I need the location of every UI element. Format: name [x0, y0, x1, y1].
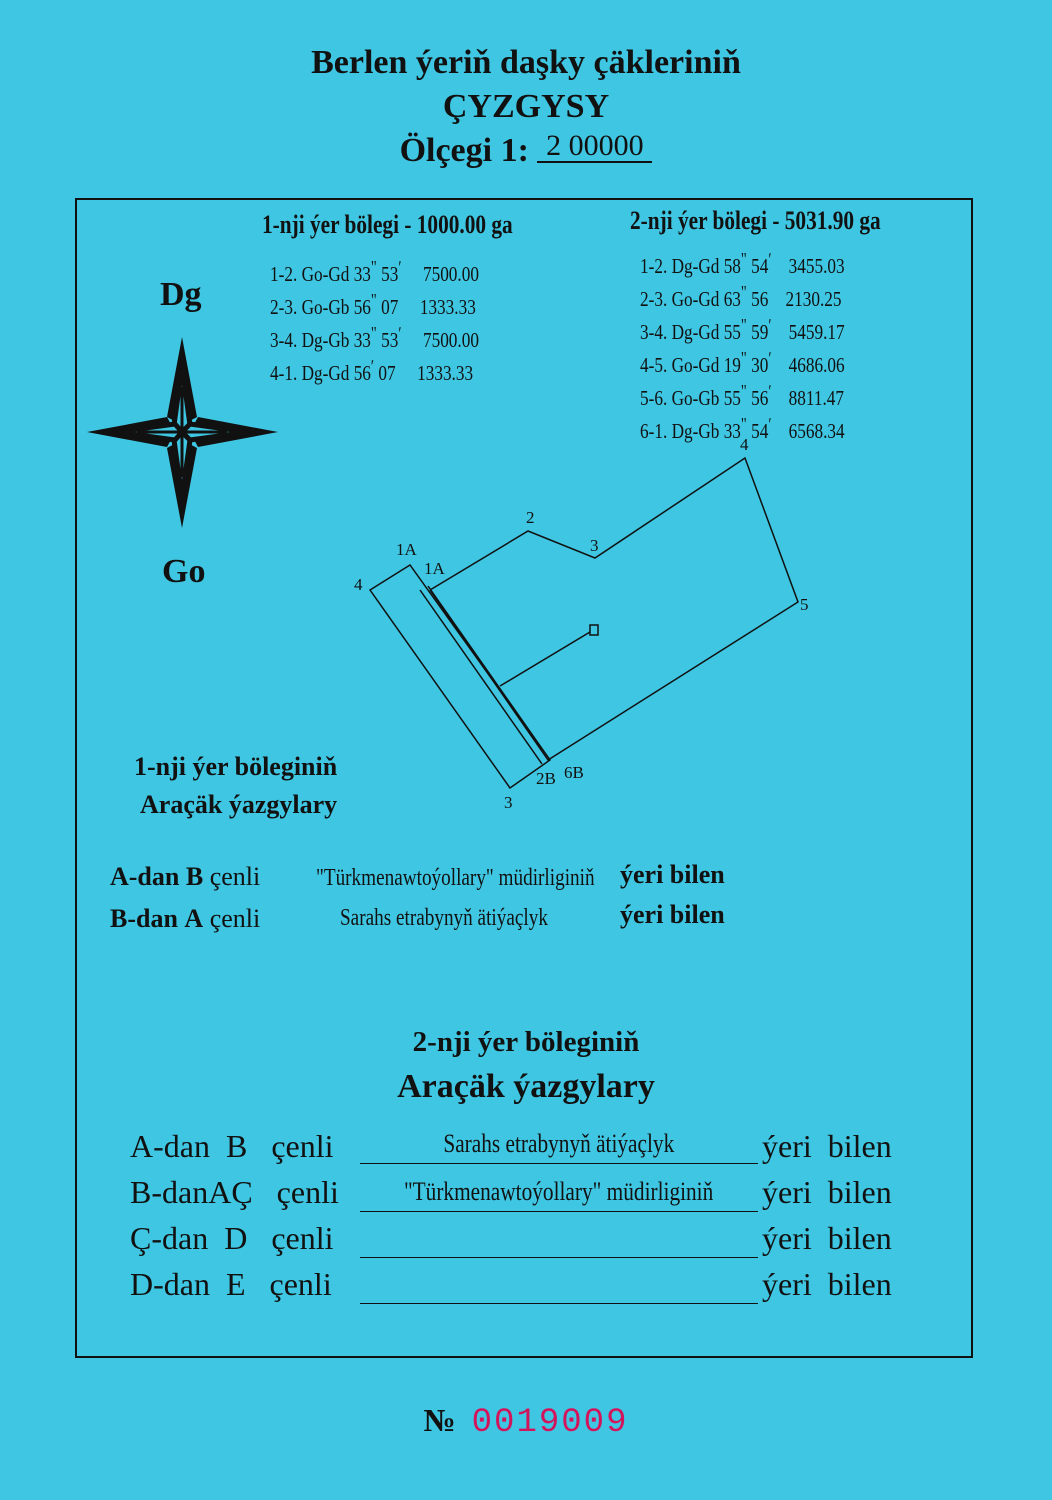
- serial-prefix: №: [423, 1402, 456, 1438]
- section1-title-1: 1-nji ýer böleginiň: [134, 752, 338, 781]
- section2-suffix-2: ýeri bilen: [762, 1220, 892, 1256]
- plot2-row-5: 6-1. Dg-Gb 33" $54^ʹ$ 6568.34: [640, 414, 845, 443]
- road-line-a: [420, 590, 542, 764]
- scale-value: 2 00000: [537, 131, 652, 163]
- section2-title-1: 2-nji ýer böleginiň: [412, 1026, 640, 1058]
- map-label-p2-4: 4: [740, 435, 749, 454]
- section1-owner-0: "Türkmenawtoýollary" müdirliginiň: [316, 865, 595, 891]
- map-label-p2-6b: 6B: [564, 763, 584, 782]
- section2-owner-field-1[interactable]: "Türkmenawtoýollary" müdirliginiň: [360, 1178, 758, 1212]
- plot1-row-2: 3-4. Dg-Gb 33" $53^ʹ$ 7500.00: [270, 323, 479, 352]
- plot2-row-3: 4-5. Go-Gd 19" $30^ʹ$ 4686.06: [640, 348, 845, 377]
- section2-owner-field-3[interactable]: [360, 1270, 758, 1304]
- section1-title-2: Araçäk ýazgylary: [140, 790, 338, 819]
- point-marker: [590, 625, 598, 635]
- map-label-p2-5: 5: [800, 595, 809, 614]
- section2-row-3: D-dan E çenli: [130, 1266, 332, 1302]
- map-label-p2-1a: 1A: [424, 559, 445, 578]
- section2-suffix-0: ýeri bilen: [762, 1128, 892, 1164]
- plot1-measurements: [270, 254, 479, 386]
- road-line-b: [428, 586, 550, 760]
- plot1-row-0: 1-2. Go-Gd 33" $53^ʹ$ 7500.00: [270, 257, 479, 286]
- map-label-p2-3: 3: [590, 536, 599, 555]
- compass-south-label: Go: [162, 553, 206, 590]
- map-label-p1-4: 4: [354, 575, 363, 594]
- section1-suffix-1: ýeri bilen: [620, 900, 725, 929]
- map-label-p1-2b: 2B: [536, 769, 556, 788]
- section2-suffix-1: ýeri bilen: [762, 1174, 892, 1210]
- inner-line: [500, 632, 590, 686]
- serial-number: [0, 1402, 1052, 1442]
- plot2-row-4: 5-6. Go-Gb 55" $56^ʹ$ 8811.47: [640, 381, 845, 410]
- section2-title-2: Araçäk ýazgylary: [397, 1068, 655, 1105]
- section1-row-1: B-dan A çenli: [110, 904, 261, 933]
- section1-row-0: A-dan B çenli: [110, 862, 261, 891]
- plot2-polygon: [430, 458, 798, 760]
- section2-owner-field-2[interactable]: [360, 1224, 758, 1258]
- plot1-row-3: 4-1. Dg-Gd $56^ʹ$ 07 1333.33: [270, 356, 474, 385]
- plot1-polygon: [370, 565, 550, 788]
- plot1-row-1: 2-3. Go-Gb 56" 07 1333.33: [270, 290, 476, 319]
- document-title: Berlen ýeriň daşky çäkleriniň: [311, 44, 741, 81]
- section2-owner-field-0[interactable]: Sarahs etrabynyň ätiýaçlyk: [360, 1130, 758, 1164]
- plot2-row-2: 3-4. Dg-Gd 55" $59^ʹ$ 5459.17: [640, 315, 845, 344]
- section2-suffix-3: ýeri bilen: [762, 1266, 892, 1302]
- map-label-p1-3: 3: [504, 793, 513, 812]
- plot2-row-0: 1-2. Dg-Gd 58" $54^ʹ$ 3455.03: [640, 249, 845, 278]
- plot2-header: 2-nji ýer bölegi - 5031.90 ga: [630, 206, 881, 235]
- section2-row-2: Ç-dan D çenli: [130, 1220, 334, 1256]
- section1-owner-1: Sarahs etrabynyň ätiýaçlyk: [340, 905, 548, 931]
- scale-label: Ölçegi 1:: [399, 132, 529, 169]
- scale-row: [0, 129, 1052, 170]
- section2-row-0: A-dan B çenli: [130, 1128, 334, 1164]
- compass-rose-icon: [85, 335, 280, 530]
- plot-map: [340, 430, 840, 830]
- document-subtitle: ÇYZGYSY: [442, 88, 610, 125]
- compass-north-label: Dg: [160, 276, 202, 313]
- section2-row-1: B-danAÇ çenli: [130, 1174, 339, 1210]
- plot2-measurements: [640, 246, 845, 444]
- map-label-p2-2: 2: [526, 508, 535, 527]
- plot2-row-1: 2-3. Go-Gd 63" 56 2130.25: [640, 282, 842, 311]
- section1-suffix-0: ýeri bilen: [620, 860, 725, 889]
- serial-value: 0019009: [471, 1404, 629, 1442]
- plot1-header: 1-nji ýer bölegi - 1000.00 ga: [262, 210, 513, 239]
- map-label-p1-1a: 1A: [396, 540, 417, 559]
